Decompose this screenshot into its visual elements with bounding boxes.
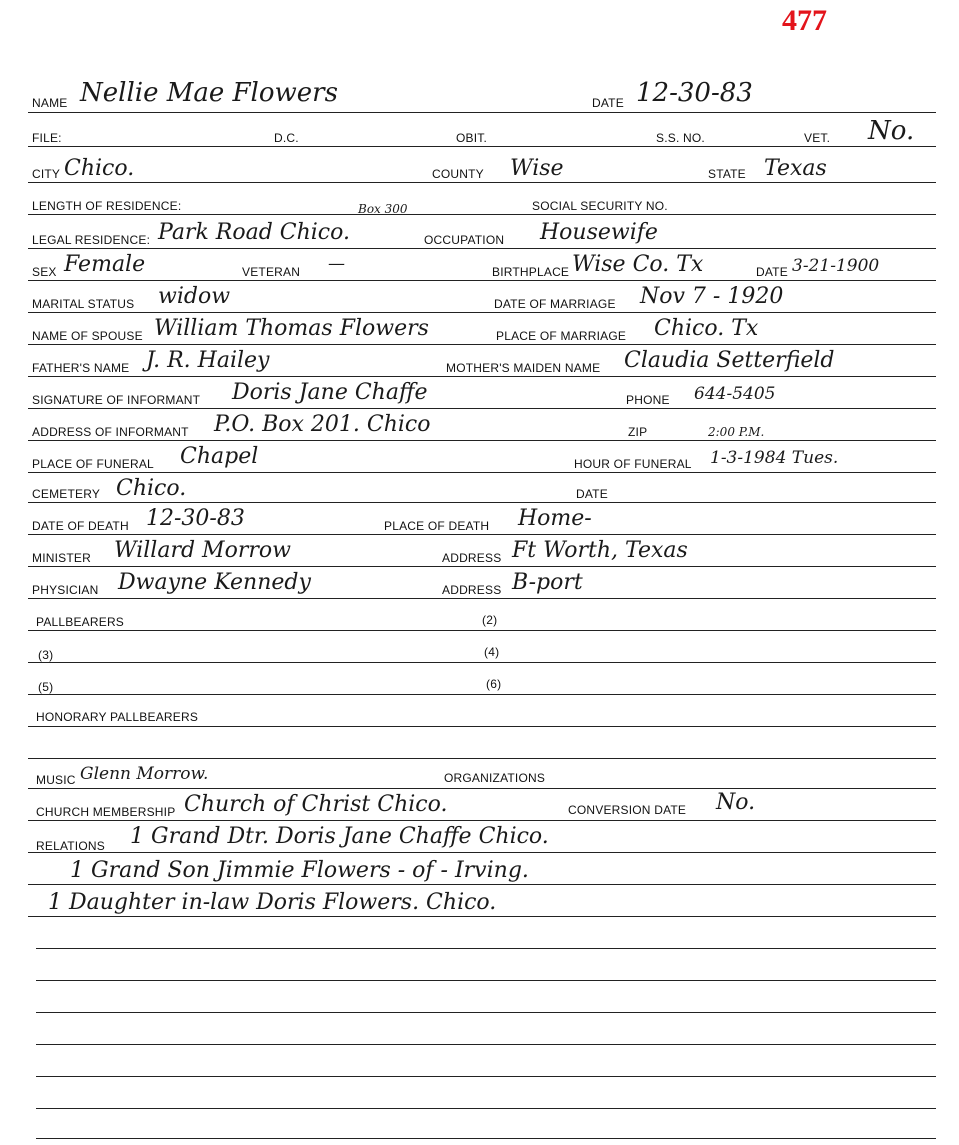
- date-value: 12-30-83: [636, 78, 753, 108]
- city-label: CITY: [32, 167, 61, 181]
- phone-value: 644-5405: [694, 384, 776, 404]
- mother-label: MOTHER'S MAIDEN NAME: [446, 361, 601, 375]
- conversion-value: No.: [716, 790, 756, 815]
- line-file: [28, 146, 936, 147]
- line-pallbearers-2: [28, 662, 936, 663]
- line-relations-1: [28, 852, 936, 853]
- line-physician: [28, 598, 936, 599]
- date-marriage-label: DATE OF MARRIAGE: [494, 297, 616, 311]
- vet-label: VET.: [804, 131, 831, 145]
- line-honorary-1: [28, 726, 936, 727]
- spouse-label: NAME OF SPOUSE: [32, 329, 143, 343]
- blank-line: [36, 948, 936, 949]
- file-label: FILE:: [32, 131, 62, 145]
- zip-label: ZIP: [628, 425, 648, 439]
- line-length: [28, 214, 936, 215]
- cemetery-label: CEMETERY: [32, 487, 101, 501]
- pallbearer-5-label: (5): [38, 680, 54, 694]
- line-city: [28, 182, 936, 183]
- physician-address-label: ADDRESS: [442, 583, 502, 597]
- line-relations-3: [28, 916, 936, 917]
- birthplace-label: BIRTHPLACE: [492, 265, 570, 279]
- county-value: Wise: [510, 156, 564, 181]
- funeral-time-note: 2:00 P.M.: [708, 425, 765, 439]
- vet-value: No.: [868, 116, 915, 146]
- veteran-label: VETERAN: [242, 265, 301, 279]
- pallbearer-4-label: (4): [484, 645, 500, 659]
- hour-funeral-value: 1-3-1984 Tues.: [710, 448, 839, 468]
- line-pallbearers-1: [28, 630, 936, 631]
- birthplace-value: Wise Co. Tx: [572, 252, 704, 277]
- line-cemetery: [28, 502, 936, 503]
- social-security-label: SOCIAL SECURITY NO.: [532, 199, 668, 213]
- veteran-value: —: [328, 254, 345, 274]
- sig-informant-value: Doris Jane Chaffe: [232, 380, 428, 405]
- pallbearer-6-label: (6): [486, 677, 502, 691]
- line-pallbearers-3: [28, 694, 936, 695]
- blank-line: [36, 1012, 936, 1013]
- place-funeral-label: PLACE OF FUNERAL: [32, 457, 154, 471]
- line-father: [28, 376, 936, 377]
- relations-line-3: 1 Daughter in-law Doris Flowers. Chico.: [48, 890, 497, 915]
- line-church: [28, 820, 936, 821]
- church-label: CHURCH MEMBERSHIP: [36, 805, 176, 819]
- mother-value: Claudia Setterfield: [624, 348, 835, 373]
- conversion-label: CONVERSION DATE: [568, 803, 687, 817]
- music-label: MUSIC: [36, 773, 76, 787]
- occupation-value: Housewife: [540, 220, 658, 245]
- dc-label: D.C.: [274, 131, 299, 145]
- legal-residence-label: LEGAL RESIDENCE:: [32, 233, 151, 247]
- place-death-label: PLACE OF DEATH: [384, 519, 490, 533]
- place-death-value: Home-: [518, 506, 592, 531]
- marital-status-value: widow: [158, 284, 231, 309]
- name-value: Nellie Mae Flowers: [80, 78, 338, 108]
- blank-line: [36, 1076, 936, 1077]
- hour-funeral-label: HOUR OF FUNERAL: [574, 457, 692, 471]
- line-music: [28, 788, 936, 789]
- phone-label: PHONE: [626, 393, 670, 407]
- pallbearer-3-label: (3): [38, 648, 54, 662]
- legal-residence-value: Park Road Chico.: [158, 220, 350, 245]
- place-funeral-value: Chapel: [180, 444, 259, 469]
- father-label: FATHER'S NAME: [32, 361, 130, 375]
- sex-value: Female: [64, 252, 146, 277]
- line-minister: [28, 566, 936, 567]
- line-signature: [28, 408, 936, 409]
- sex-label: SEX: [32, 265, 57, 279]
- date-marriage-value: Nov 7 - 1920: [640, 284, 784, 309]
- line-legal: [28, 248, 936, 249]
- spouse-value: William Thomas Flowers: [154, 316, 429, 341]
- county-label: COUNTY: [432, 167, 484, 181]
- blank-line: [36, 1044, 936, 1045]
- state-value: Texas: [764, 156, 827, 181]
- honorary-label: HONORARY PALLBEARERS: [36, 710, 199, 724]
- father-value: J. R. Hailey: [146, 348, 270, 373]
- church-value: Church of Christ Chico.: [184, 792, 448, 817]
- minister-value: Willard Morrow: [114, 538, 291, 563]
- physician-address-value: B-port: [512, 570, 583, 595]
- relations-label: RELATIONS: [36, 839, 105, 853]
- line-spouse: [28, 344, 936, 345]
- physician-label: PHYSICIAN: [32, 583, 99, 597]
- pallbearer-2-label: (2): [482, 613, 498, 627]
- minister-address-label: ADDRESS: [442, 551, 502, 565]
- marital-status-label: MARITAL STATUS: [32, 297, 135, 311]
- birth-date-label: DATE: [756, 265, 788, 279]
- line-honorary-2: [28, 758, 936, 759]
- addr-informant-value: P.O. Box 201. Chico: [214, 412, 431, 437]
- line-relations-2: [28, 884, 936, 885]
- date-death-label: DATE OF DEATH: [32, 519, 129, 533]
- birth-date-value: 3-21-1900: [792, 256, 880, 276]
- line-address: [28, 440, 936, 441]
- date-death-value: 12-30-83: [146, 506, 245, 531]
- sig-informant-label: SIGNATURE OF INFORMANT: [32, 393, 201, 407]
- pallbearers-label: PALLBEARERS: [36, 615, 125, 629]
- blank-line: [36, 1108, 936, 1109]
- line-funeral: [28, 472, 936, 473]
- name-label: NAME: [32, 96, 68, 110]
- page-number: 477: [782, 4, 827, 37]
- ssno-label: S.S. NO.: [656, 131, 705, 145]
- relations-line-1: 1 Grand Dtr. Doris Jane Chaffe Chico.: [130, 824, 549, 849]
- date-label: DATE: [592, 96, 624, 110]
- place-marriage-label: PLACE OF MARRIAGE: [496, 329, 627, 343]
- blank-line: [36, 1138, 936, 1139]
- obit-label: OBIT.: [456, 131, 488, 145]
- city-value: Chico.: [64, 156, 135, 181]
- line-sex: [28, 280, 936, 281]
- occupation-label: OCCUPATION: [424, 233, 505, 247]
- blank-line: [36, 980, 936, 981]
- length-residence-label: LENGTH OF RESIDENCE:: [32, 199, 182, 213]
- physician-value: Dwayne Kennedy: [118, 570, 311, 595]
- cemetery-value: Chico.: [116, 476, 187, 501]
- line-marital: [28, 312, 936, 313]
- place-marriage-value: Chico. Tx: [654, 316, 759, 341]
- music-value: Glenn Morrow.: [80, 764, 209, 784]
- cemetery-date-label: DATE: [576, 487, 608, 501]
- box-note: Box 300: [358, 202, 408, 216]
- state-label: STATE: [708, 167, 746, 181]
- minister-address-value: Ft Worth, Texas: [512, 538, 688, 563]
- organizations-label: ORGANIZATIONS: [444, 771, 546, 785]
- minister-label: MINISTER: [32, 551, 91, 565]
- relations-line-2: 1 Grand Son Jimmie Flowers - of - Irving.: [70, 858, 529, 883]
- addr-informant-label: ADDRESS OF INFORMANT: [32, 425, 189, 439]
- line-death: [28, 534, 936, 535]
- line-name: [28, 112, 936, 113]
